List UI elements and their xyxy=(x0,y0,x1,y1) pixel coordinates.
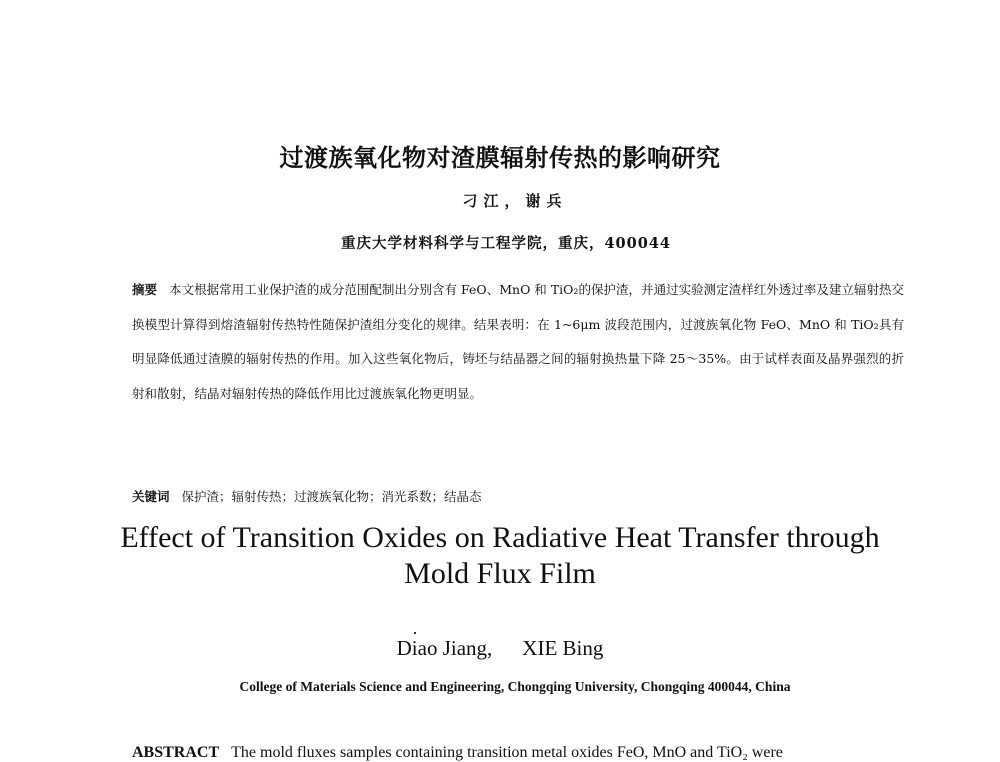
chinese-affiliation: 重庆大学材料科学与工程学院，重庆，400044 xyxy=(340,235,672,252)
scan-speck xyxy=(414,632,416,634)
english-author-1: Diao Jiang, xyxy=(396,636,493,660)
english-author-2: XIE Bing xyxy=(522,636,604,660)
english-title: Effect of Transition Oxides on Radiative Heat Transfer through Mold Flux Film xyxy=(120,521,880,590)
chinese-keywords-label: 关键词 xyxy=(132,489,170,504)
chinese-keywords xyxy=(132,487,904,505)
chinese-title: 过渡族氧化物对渣膜辐射传热的影响研究 xyxy=(279,144,721,172)
chinese-keywords-text: 保护渣；辐射传热；过渡族氧化物；消光系数；结晶态 xyxy=(181,489,482,504)
english-abstract xyxy=(132,744,912,762)
chinese-abstract xyxy=(132,273,904,411)
english-abstract-label: ABSTRACT xyxy=(132,744,220,761)
chinese-abstract-text: 本文根据常用工业保护渣的成分范围配制出分别含有 FeO、MnO 和 TiO₂的保护渣，并通过实验测定渣样红外透过率及建立辐射热交换模型计算得到熔渣辐射传热特性随保护渣组分变化的规律。结果表明：在 1~6μm 波段范围内，过渡族氧化物 FeO、MnO 和 TiO₂具有明显降低通过渣膜的辐射传热的作用。加入这些氧化物后，铸坯与结晶器之间的辐射换热量下降 25～35%。由于试样表面及晶界强烈的折射和散射，结晶对辐射传热的降低作用比过渡族氧化物更明显。 xyxy=(132,282,904,401)
english-affiliation: College of Materials Science and Engineering, Chongqing University, Chongqing 400044, China xyxy=(239,679,791,694)
chinese-authors: 刁江，谢兵 xyxy=(462,192,568,210)
english-authors xyxy=(0,636,1000,661)
english-abstract-text: The mold fluxes samples containing transition metal oxides FeO, MnO and TiO₂ were xyxy=(231,744,783,761)
chinese-abstract-label: 摘要 xyxy=(132,282,158,297)
